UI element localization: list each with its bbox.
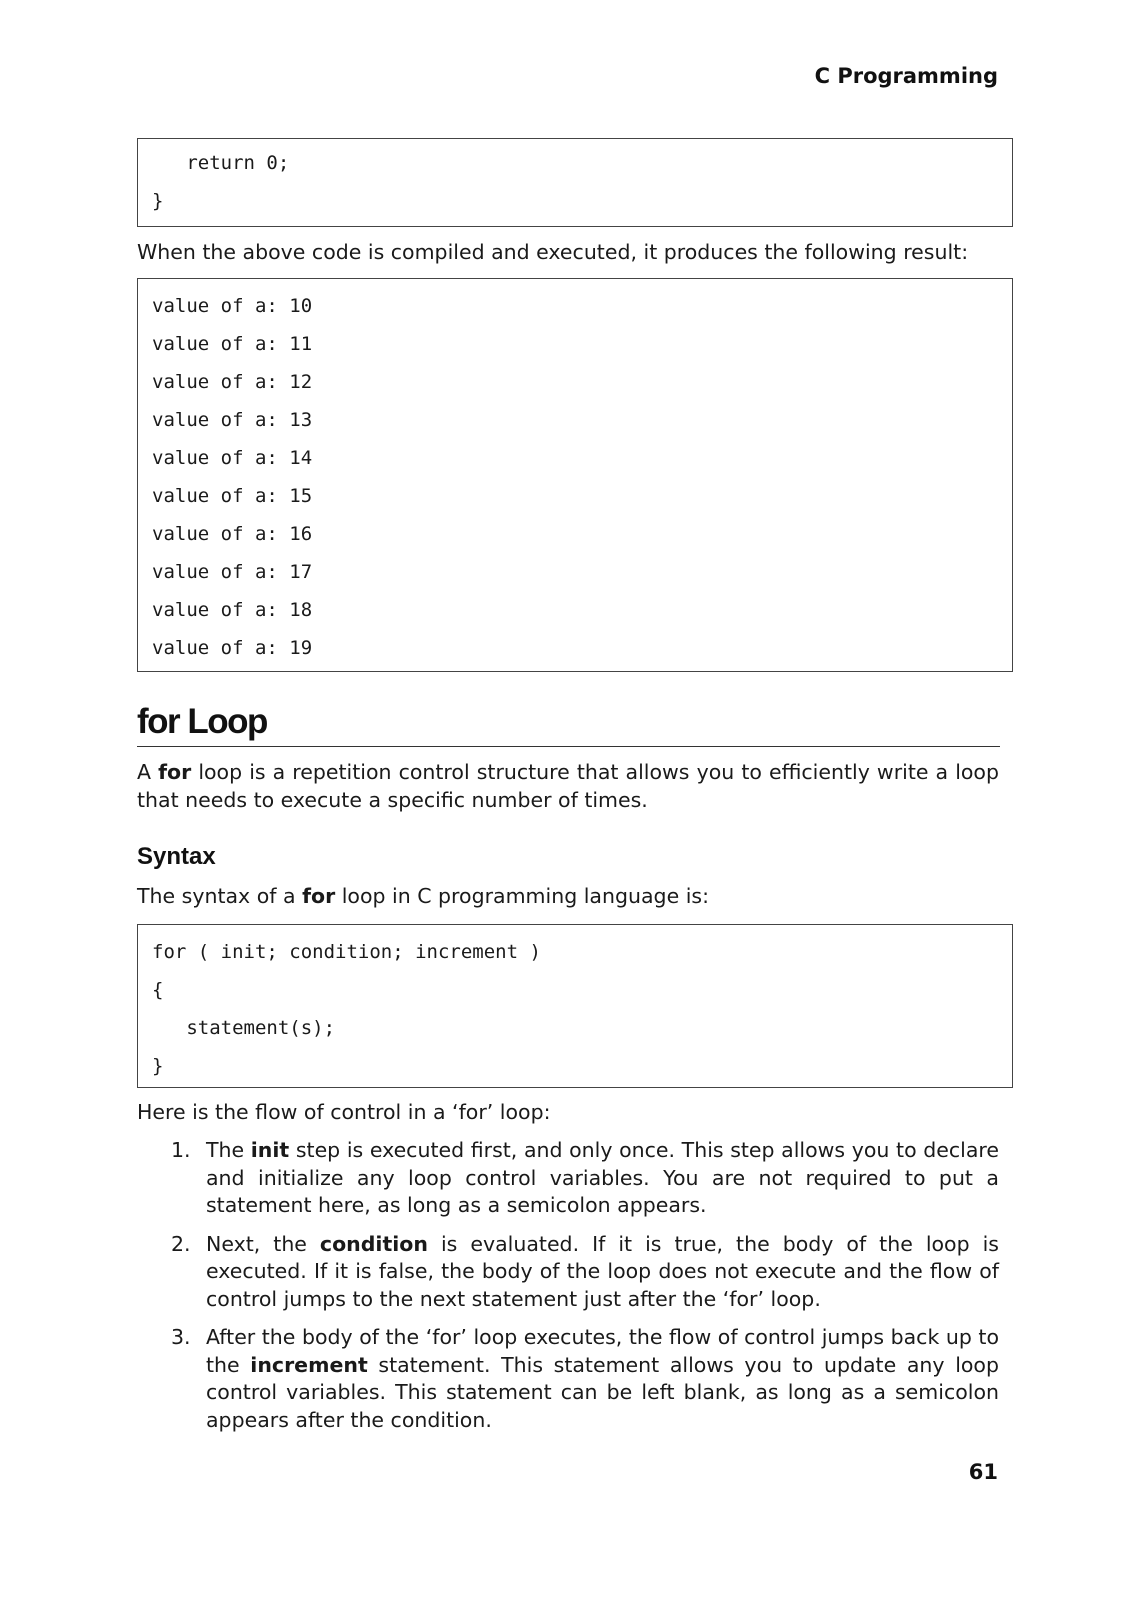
text-span: loop in C programming language is:: [335, 884, 709, 908]
code-line: {: [152, 979, 164, 1001]
text-span: Next, the: [206, 1231, 320, 1256]
code-block-top: [137, 138, 1013, 227]
text-span: step is executed first, and only once. This step allows you to declare and initialize any loop control variables. You are not required to put a statement here, as long as a semicolon appears.: [206, 1138, 999, 1217]
syntax-code-block: [137, 924, 1013, 1088]
list-item: [137, 1231, 999, 1314]
text-span: After the body of the ‘for’ loop executes, the flow of control jumps back up to the: [206, 1325, 999, 1377]
running-header: C Programming: [814, 64, 998, 88]
output-line: value of a: 17: [152, 561, 313, 583]
keyword-for: for: [158, 760, 192, 784]
text-span: statement. This statement allows you to update any loop control variables. This statement can be left blank, as long as a semicolon appears after the condition.: [206, 1352, 999, 1432]
result-intro-paragraph: When the above code is compiled and executed, it produces the following result:: [137, 240, 969, 264]
page-number: 61: [968, 1460, 998, 1484]
keyword-for: for: [302, 884, 336, 908]
text-span: A: [137, 760, 159, 784]
output-line: value of a: 12: [152, 371, 313, 393]
text-span: The syntax of a: [137, 884, 303, 908]
syntax-intro-paragraph: [137, 882, 999, 910]
text-span: is evaluated. If it is true, the body of the loop is executed. If it is false, the body of the loop does not execute and the flow of control jumps to the next statement just after the ‘for’ loop.: [206, 1231, 999, 1311]
text-span: The: [206, 1138, 251, 1162]
output-line: value of a: 19: [152, 637, 313, 659]
code-line: }: [152, 190, 164, 212]
syntax-heading: Syntax: [137, 843, 216, 870]
output-line: value of a: 15: [152, 485, 313, 507]
step-number: 3.: [171, 1325, 191, 1349]
output-line: value of a: 10: [152, 295, 313, 317]
output-block: [137, 278, 1013, 672]
section-heading: for Loop: [137, 702, 267, 741]
flow-intro-paragraph: Here is the flow of control in a ‘for’ loop:: [137, 1100, 551, 1124]
keyword-condition: condition: [319, 1231, 428, 1256]
code-line: }: [152, 1055, 164, 1077]
code-line: for ( init; condition; increment ): [152, 941, 541, 963]
code-line: return 0;: [152, 152, 290, 174]
code-line: statement(s);: [152, 1017, 336, 1039]
text-span: loop is a repetition control structure that allows you to efficiently write a loop that needs to execute a specific number of times.: [137, 760, 999, 812]
output-line: value of a: 14: [152, 447, 313, 469]
output-line: value of a: 11: [152, 333, 313, 355]
keyword-init: init: [250, 1138, 290, 1162]
heading-underline: [137, 746, 1000, 747]
keyword-increment: increment: [250, 1352, 368, 1377]
output-line: value of a: 18: [152, 599, 313, 621]
for-loop-intro-paragraph: [137, 758, 999, 814]
step-number: 2.: [171, 1231, 191, 1256]
output-line: value of a: 13: [152, 409, 313, 431]
list-item: [137, 1137, 999, 1220]
output-line: value of a: 16: [152, 523, 313, 545]
flow-steps-list: [137, 1137, 999, 1445]
step-number: 1.: [171, 1138, 191, 1162]
list-item: [137, 1324, 999, 1434]
